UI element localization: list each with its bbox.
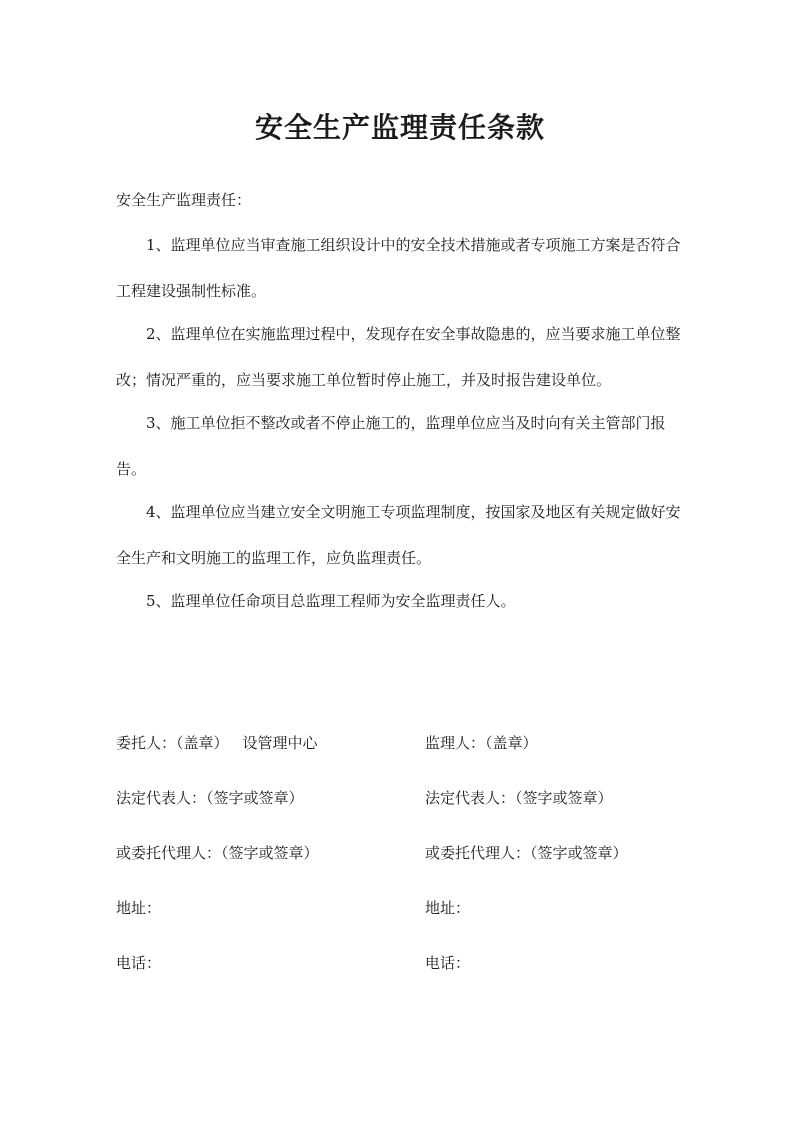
- client-label: 委托人：（盖章）: [116, 734, 229, 752]
- supervisor-legal-rep: 法定代表人：（签字或签章）: [425, 789, 613, 807]
- clause-2: 2、监理单位在实施监理过程中，发现存在安全事故隐患的，应当要求施工单位整改；情况严重的，应当要求施工单位暂时停止施工，并及时报告建设单位。: [116, 325, 681, 389]
- clause-3: 3、施工单位拒不整改或者不停止施工的，监理单位应当及时向有关主管部门报告。: [116, 414, 666, 478]
- intro-heading: 安全生产监理责任：: [116, 191, 252, 209]
- client-phone: 电话：: [116, 954, 162, 972]
- client-address: 地址：: [116, 899, 162, 917]
- document-title: 安全生产监理责任条款: [254, 111, 545, 144]
- clause-1: 1、监理单位应当审查施工组织设计中的安全技术措施或者专项施工方案是否符合工程建设强制性标准。: [116, 236, 681, 300]
- client-agent: 或委托代理人：（签字或签章）: [116, 844, 319, 862]
- client-legal-rep: 法定代表人：（签字或签章）: [116, 789, 304, 807]
- clause-4: 4、监理单位应当建立安全文明施工专项监理制度，按国家及地区有关规定做好安全生产和文明施工的监理工作，应负监理责任。: [116, 503, 681, 567]
- supervisor-address: 地址：: [425, 899, 471, 917]
- clause-5: 5、监理单位任命项目总监理工程师为安全监理责任人。: [146, 592, 516, 610]
- client-name: 设管理中心: [242, 734, 318, 752]
- client-signature-line: [116, 731, 318, 755]
- supervisor-signature-line: 监理人：（盖章）: [425, 734, 538, 752]
- supervisor-agent: 或委托代理人：（签字或签章）: [425, 844, 628, 862]
- supervisor-phone: 电话：: [425, 954, 471, 972]
